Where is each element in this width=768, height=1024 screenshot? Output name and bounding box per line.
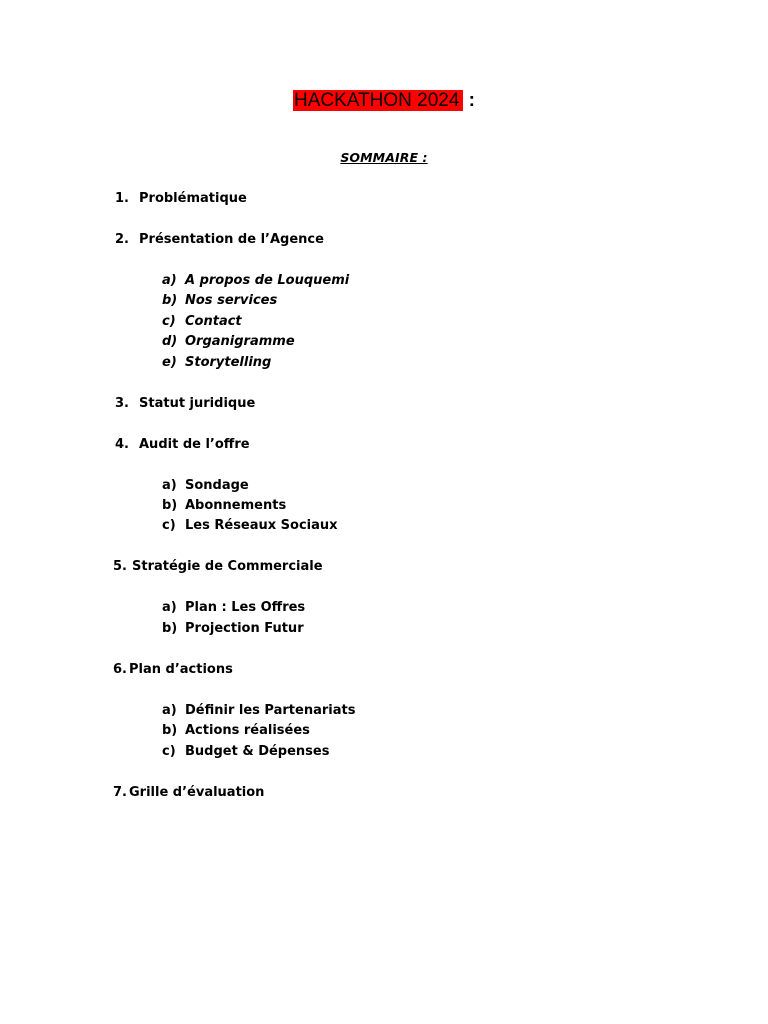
item-label: Nos services <box>185 293 278 308</box>
toc-section-2 <box>115 232 324 248</box>
item-tag: c) <box>162 314 176 329</box>
toc-section-1 <box>115 191 247 207</box>
item-tag: a) <box>162 600 177 615</box>
toc-section-4 <box>115 437 250 453</box>
page-title <box>0 88 768 114</box>
toc-item-2b <box>162 293 277 309</box>
toc-item-2e <box>162 355 271 371</box>
toc-item-6a <box>162 703 355 719</box>
section-number: 2. <box>115 232 129 247</box>
item-label: Organigramme <box>185 334 295 349</box>
item-tag: c) <box>162 518 176 533</box>
sommaire-heading: SOMMAIRE : <box>340 150 428 165</box>
item-label: Contact <box>185 314 242 329</box>
section-number: 4. <box>115 437 129 452</box>
toc-item-2c <box>162 314 242 330</box>
item-tag: d) <box>162 334 178 349</box>
toc-item-4b <box>162 498 286 514</box>
item-tag: b) <box>162 498 178 513</box>
section-label: Problématique <box>139 191 247 206</box>
section-number: 5. <box>113 559 127 574</box>
item-tag: a) <box>162 478 177 493</box>
item-tag: b) <box>162 621 178 636</box>
item-tag: e) <box>162 355 177 370</box>
item-label: Actions réalisées <box>185 723 310 738</box>
toc-item-4a <box>162 478 249 494</box>
title-highlight: HACKATHON 2024 <box>293 90 463 111</box>
section-label: Plan d’actions <box>129 662 233 677</box>
section-number: 7. <box>113 785 127 800</box>
toc-section-7 <box>113 785 264 801</box>
section-label: Présentation de l’Agence <box>139 232 324 247</box>
toc-item-5a <box>162 600 305 616</box>
item-label: Les Réseaux Sociaux <box>185 518 338 533</box>
item-tag: b) <box>162 723 178 738</box>
item-label: Sondage <box>185 478 249 493</box>
toc-item-6b <box>162 723 310 739</box>
item-tag: c) <box>162 744 176 759</box>
section-label: Stratégie de Commerciale <box>132 559 323 574</box>
toc-item-6c <box>162 744 329 760</box>
toc-item-5b <box>162 621 304 637</box>
item-label: Storytelling <box>185 355 272 370</box>
toc-item-2a <box>162 273 349 289</box>
item-tag: a) <box>162 273 177 288</box>
section-label: Audit de l’offre <box>139 437 250 452</box>
item-tag: a) <box>162 703 177 718</box>
item-label: Plan : Les Offres <box>185 600 306 615</box>
item-tag: b) <box>162 293 178 308</box>
section-label: Statut juridique <box>139 396 256 411</box>
title-colon: : <box>463 90 476 111</box>
toc-item-2d <box>162 334 295 350</box>
item-label: Budget & Dépenses <box>185 744 330 759</box>
item-label: Projection Futur <box>185 621 304 636</box>
item-label: A propos de Louquemi <box>185 273 350 288</box>
toc-section-6 <box>113 662 233 678</box>
toc-section-5 <box>113 559 323 575</box>
toc-section-3 <box>115 396 255 412</box>
section-label: Grille d’évaluation <box>129 785 265 800</box>
toc-item-4c <box>162 518 338 534</box>
item-label: Définir les Partenariats <box>185 703 356 718</box>
section-number: 6. <box>113 662 127 677</box>
item-label: Abonnements <box>185 498 287 513</box>
section-number: 1. <box>115 191 129 206</box>
section-number: 3. <box>115 396 129 411</box>
